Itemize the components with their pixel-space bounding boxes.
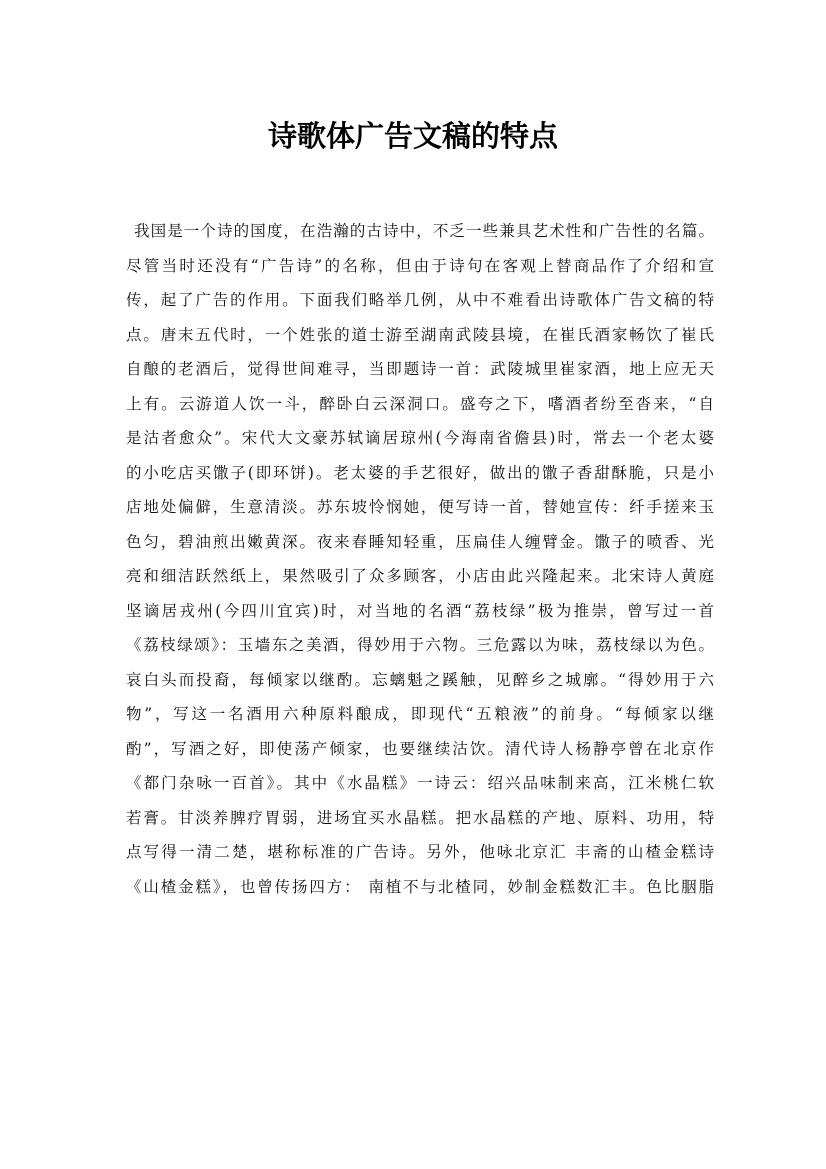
body-text bbox=[126, 214, 726, 904]
text-line: 若膏。甘淡养脾疗胃弱，进场宜买水晶糕。把水晶糕的产地、原料、功用，特 bbox=[126, 808, 714, 827]
text-line: 酌”，写酒之好，即使荡产倾家，也要继续沽饮。清代诗人杨静亭曾在北京作 bbox=[126, 739, 714, 758]
text-line: 《都门杂咏一百首》。其中《水晶糕》一诗云：绍兴品味制来高，江米桃仁软 bbox=[126, 774, 714, 792]
text-line: 点写得一清二楚，堪称标准的广告诗。另外，他咏北京汇 丰斋的山楂金糕诗 bbox=[126, 843, 714, 861]
text-line: 色匀，碧油煎出嫩黄深。夜来春睡知轻重，压扁佳人缠臂金。馓子的喷香、光 bbox=[126, 532, 714, 551]
text-line: 哀白头而投裔，每倾家以继酌。忘螭魁之蹊触，见醉乡之城廓。“得妙用于六 bbox=[126, 670, 714, 689]
text-line: 传，起了广告的作用。下面我们略举几例，从中不难看出诗歌体广告文稿的特 bbox=[126, 291, 714, 309]
text-line: 《荔枝绿颂》：玉墙东之美酒，得妙用于六物。三危露以为味，荔枝绿以为色。 bbox=[126, 636, 714, 654]
text-line: 《山楂金糕》，也曾传扬四方： 南植不与北楂同，妙制金糕数汇丰。色比胭脂 bbox=[126, 877, 714, 896]
text-line: 我国是一个诗的国度，在浩瀚的古诗中，不乏一些兼具艺术性和广告性的名篇。 bbox=[134, 222, 714, 240]
text-line: 点。唐末五代时，一个姓张的道士游至湖南武陵县境，在崔氏酒家畅饮了崔氏 bbox=[126, 325, 714, 344]
text-line: 坚谪居戎州(今四川宜宾)时，对当地的名酒“荔枝绿”极为推崇，曾写过一首 bbox=[126, 601, 714, 620]
text-line: 是沽者愈众”。宋代大文豪苏轼谪居琼州(今海南省儋县)时，常去一个老太婆 bbox=[126, 429, 714, 447]
text-line: 自酿的老酒后，觉得世间难寻，当即题诗一首：武陵城里崔家酒，地上应无天 bbox=[126, 360, 714, 378]
text-line: 物”，写这一名酒用六种原料酿成，即现代“五粮液”的前身。“每倾家以继 bbox=[126, 705, 714, 723]
text-line: 亮和细洁跃然纸上，果然吸引了众多顾客，小店由此兴隆起来。北宋诗人黄庭 bbox=[126, 567, 714, 585]
document-title: 诗歌体广告文稿的特点 bbox=[267, 119, 558, 153]
text-line: 的小吃店买馓子(即环饼)。老太婆的手艺很好，做出的馓子香甜酥脆，只是小 bbox=[126, 463, 714, 482]
text-line: 上有。云游道人饮一斗，醉卧白云深洞口。盛夸之下，嗜酒者纷至沓来，“自 bbox=[126, 394, 714, 413]
text-line: 尽管当时还没有“广告诗”的名称，但由于诗句在客观上替商品作了介绍和宣 bbox=[126, 256, 714, 275]
text-line: 店地处偏僻，生意清淡。苏东坡怜悯她，便写诗一首，替她宣传：纤手搓来玉 bbox=[126, 498, 714, 516]
